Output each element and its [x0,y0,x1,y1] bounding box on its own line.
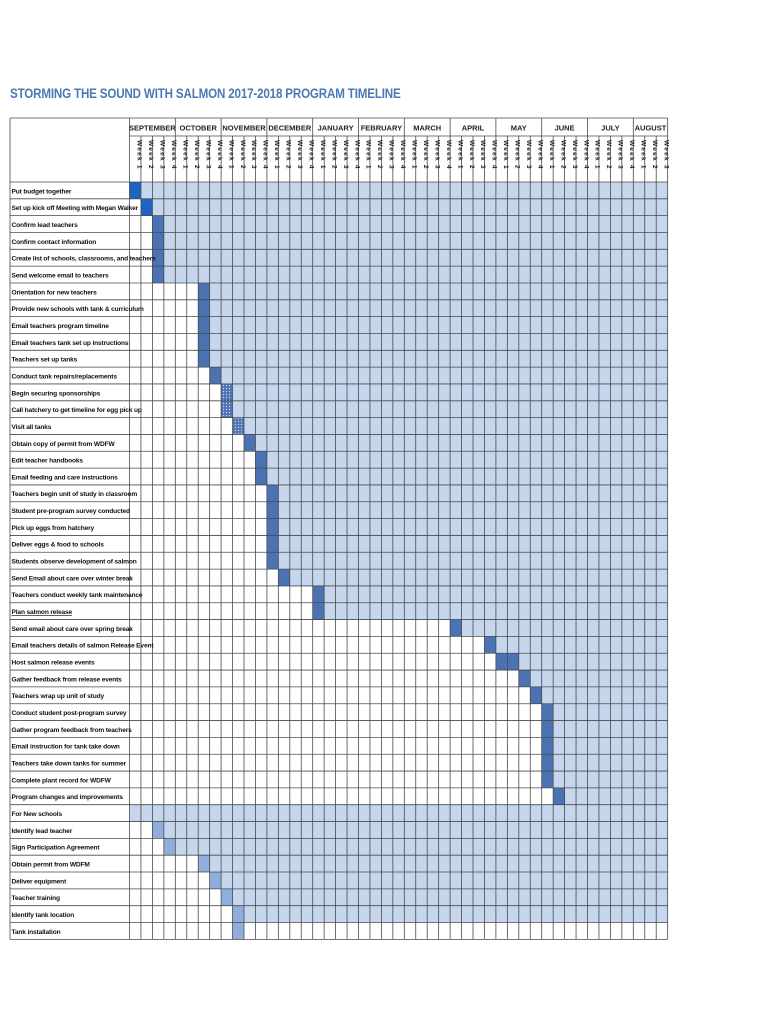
timeline-shade [221,367,668,384]
task-bar [278,569,289,586]
task-bar [484,636,495,653]
task-label: Sign Participation Agreement [11,844,100,852]
task-label: Teacher training [11,895,60,903]
task-label: Gather feedback from release events [11,676,122,684]
task-bar [255,451,266,468]
week-label: Week 2 [330,140,338,170]
task-label: Orientation for new teachers [11,289,97,297]
task-bar [221,384,232,401]
task-label: Identify lead teacher [11,827,73,835]
task-bar [233,418,244,435]
task-label: Visit all tanks [11,423,52,431]
week-label: Week 4 [444,140,452,170]
task-bar [267,485,278,502]
month-label: NOVEMBER [222,123,266,133]
task-label: Put budget together [11,188,72,196]
task-label: Email teachers details of salmon Release Event [11,642,154,650]
task-bar [198,283,209,300]
month-label: APRIL [461,123,485,133]
timeline-shade [244,906,668,923]
week-label: Week 4 [353,140,361,170]
task-label: Students observe development of salmon [11,558,137,566]
week-label: Week 1 [410,140,418,170]
task-label: Send welcome email to teachers [11,272,109,280]
task-bar [542,721,553,738]
task-bar [130,182,141,199]
week-label: Week 4 [582,140,590,170]
week-label: Week 4 [399,140,407,170]
week-label: Week 4 [536,140,544,170]
week-label: Week 3 [570,140,578,170]
week-label: Week 3 [525,140,533,170]
timeline-shade [542,687,668,704]
task-label: Complete plant record for WDFW [11,777,111,785]
task-label: Edit teacher handbooks [11,457,83,465]
task-bar [198,317,209,334]
timeline-shade [221,872,668,889]
task-bar [542,704,553,721]
week-label: Week 1 [639,140,647,170]
month-label: MAY [510,123,527,133]
task-bar [553,788,564,805]
task-label: Obtain copy of permit from WDFW [11,440,115,448]
task-bar [530,687,541,704]
week-label: Week 4 [261,140,269,170]
timeline-shade [496,636,668,653]
task-bar [152,266,163,283]
task-label: Plan salmon release [11,609,73,617]
week-label: Week 2 [238,140,246,170]
week-label: Week 3 [296,140,304,170]
task-bar [141,199,152,216]
task-bar [152,822,163,839]
task-bar [255,468,266,485]
task-label: Begin securing sponsorships [11,390,101,398]
timeline-shade [267,468,668,485]
week-label: Week 2 [650,140,658,170]
task-label: Confirm contact information [11,238,97,246]
timeline-shade [152,199,667,216]
task-bar [450,620,461,637]
task-bar [152,216,163,233]
task-bar [198,350,209,367]
week-label: Week 1 [502,140,510,170]
week-label: Week 1 [593,140,601,170]
week-label: Week 4 [307,140,315,170]
task-bar [221,401,232,418]
task-bar [210,367,221,384]
task-label: Teachers set up tanks [11,356,78,364]
task-bar [233,906,244,923]
timeline-shade [175,838,667,855]
task-bar [210,872,221,889]
week-label: Week 4 [490,140,498,170]
timeline-shade [519,653,668,670]
task-label: Gather program feedback from teachers [11,726,132,734]
task-label: Pick up eggs from hatchery [11,524,95,532]
task-label: Program changes and improvements [11,794,123,802]
week-label: Week 2 [513,140,521,170]
task-label: Email teachers program timeline [11,322,109,330]
timeline-shade [244,418,668,435]
week-label: Week 4 [215,140,223,170]
task-bar [542,737,553,754]
timeline-shade [130,805,668,822]
task-bar [542,771,553,788]
task-label: Email instruction for tank take down [11,743,120,751]
month-label: JUNE [554,123,575,133]
task-label: Tank installation [11,928,61,936]
week-label: Week 2 [467,140,475,170]
month-label: SEPTEMBER [129,123,176,133]
week-label: Week 4 [628,140,636,170]
week-label: Week 3 [250,140,258,170]
task-label: Teachers take down tanks for summer [11,760,126,768]
week-label: Week 2 [605,140,613,170]
task-bar [519,670,530,687]
task-label: Call hatchery to get timeline for egg pick up [11,407,142,415]
month-label: MARCH [413,123,442,133]
task-bar [542,754,553,771]
task-bar [198,333,209,350]
task-label: Create list of schools, classrooms, and teachers [11,255,156,263]
task-bar [313,603,324,620]
month-label: JULY [601,123,620,133]
week-label: Week 3 [433,140,441,170]
task-label: Deliver eggs & food to schools [11,541,104,549]
week-label: Week 3 [662,140,670,170]
page-title: STORMING THE SOUND WITH SALMON 2017-2018 PROGRAM TIMELINE [10,86,401,101]
task-label: Teachers wrap up unit of study [11,693,104,701]
task-label: Obtain permit from WDFM [11,861,90,869]
week-label: Week 3 [341,140,349,170]
task-bar [221,889,232,906]
week-label: Week 1 [547,140,555,170]
task-label: Deliver equipment [11,878,67,886]
week-label: Week 3 [204,140,212,170]
task-bar [152,232,163,249]
task-label: Conduct student post-program survey [11,710,127,718]
task-bar [267,502,278,519]
task-label: Confirm lead teachers [11,221,78,229]
task-bar [233,923,244,940]
task-label: Set up kick off Meeting with Megan Walker [11,205,139,213]
week-label: Week 4 [170,140,178,170]
week-label: Week 3 [616,140,624,170]
task-label: Host salmon release events [11,659,95,667]
timeline-shade [565,788,668,805]
task-bar [244,434,255,451]
task-label: Email feeding and care instructions [11,474,118,482]
task-label: Provide new schools with tank & curriculum [11,306,144,314]
week-label: Week 2 [421,140,429,170]
week-label: Week 3 [479,140,487,170]
task-label: Identify tank location [11,911,75,919]
timeline-shade [290,569,668,586]
task-label: Teachers begin unit of study in classroom [11,491,138,499]
week-label: Week 3 [158,140,166,170]
week-label: Week 2 [284,140,292,170]
month-label: DECEMBER [268,123,312,133]
week-label: Week 2 [147,140,155,170]
task-bar [313,586,324,603]
timeline-shade [267,451,668,468]
week-label: Week 1 [364,140,372,170]
month-label: AUGUST [634,123,667,133]
week-label: Week 1 [181,140,189,170]
task-bar [267,552,278,569]
week-label: Week 1 [318,140,326,170]
task-label: Email teachers tank set up instructions [11,339,129,347]
month-label: FEBRUARY [360,123,403,133]
week-label: Week 2 [376,140,384,170]
task-label: Conduct tank repairs/replacements [11,373,117,381]
task-bar [164,838,175,855]
task-bar [267,519,278,536]
week-label: Week 1 [273,140,281,170]
task-label: Send email about care over spring break [11,625,133,633]
task-label: Send Email about care over winter break [11,575,133,583]
week-label: Week 1 [227,140,235,170]
week-label: Week 2 [559,140,567,170]
task-label: For New schools [11,811,63,819]
month-label: OCTOBER [179,123,217,133]
task-bar [198,300,209,317]
task-label: Teachers conduct weekly tank maintenance [11,592,143,600]
task-label: Student pre-program survey conducted [11,508,130,516]
week-label: Week 3 [387,140,395,170]
week-label: Week 2 [192,140,200,170]
task-bar [267,535,278,552]
task-bar [198,855,209,872]
week-label: Week 1 [135,140,143,170]
week-label: Week 1 [456,140,464,170]
month-label: JANUARY [317,123,354,133]
